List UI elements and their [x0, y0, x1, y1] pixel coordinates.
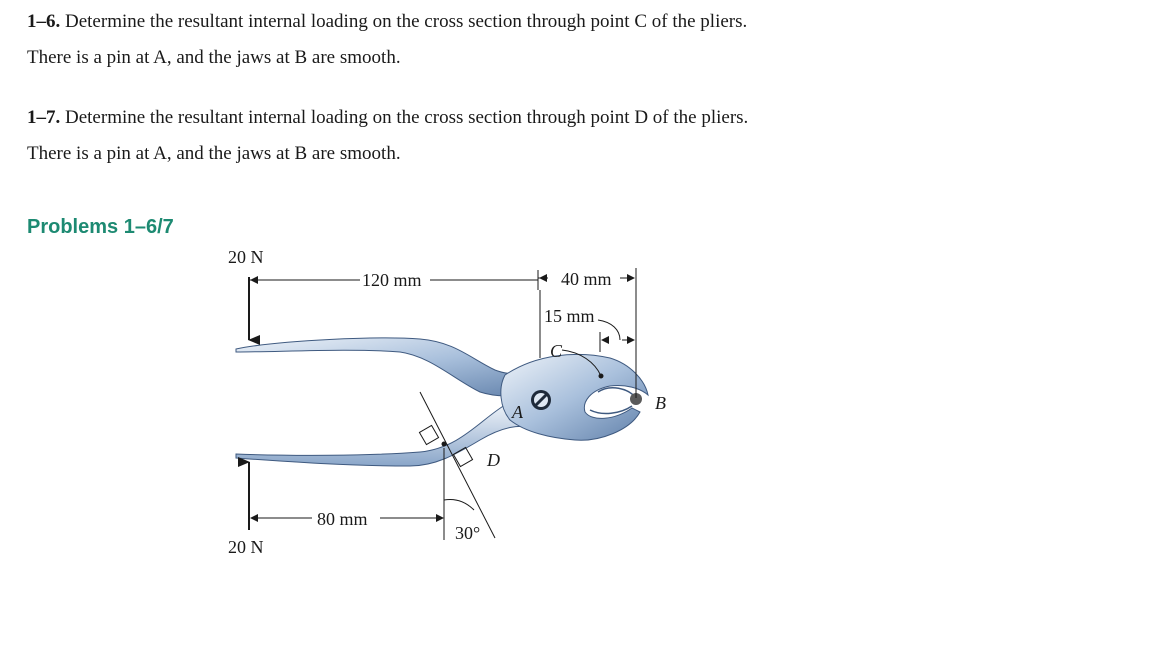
dim-120-label: 120 mm: [362, 270, 422, 290]
problem-text: Determine the resultant internal loading on the cross section through point C of the pliers.: [65, 11, 748, 32]
section-line-d: [420, 392, 495, 538]
force-label-bottom: 20 N: [228, 537, 264, 557]
point-b-label: B: [655, 393, 666, 413]
pin-a-icon: [531, 390, 551, 410]
point-d-label: D: [487, 450, 500, 470]
angle-label: 30°: [455, 523, 481, 543]
problem-number: 1–6.: [27, 11, 61, 32]
problem-1-6-line2: There is a pin at A, and the jaws at B are smooth.: [27, 47, 401, 68]
point-a-label: A: [512, 402, 523, 422]
force-label-top: 20 N: [228, 247, 264, 267]
problem-1-7-line2: There is a pin at A, and the jaws at B are smooth.: [27, 143, 401, 164]
dim-15-label: 15 mm: [544, 306, 595, 326]
dim-40-label: 40 mm: [561, 269, 612, 289]
figure-caption: Problems 1–6/7: [27, 216, 174, 238]
jaw-body: [501, 354, 648, 440]
dim-80-label: 80 mm: [317, 509, 368, 529]
point-c-label: C: [550, 341, 563, 361]
problem-text: Determine the resultant internal loading on the cross section through point D of the pliers.: [65, 107, 749, 128]
problem-number: 1–7.: [27, 107, 61, 128]
